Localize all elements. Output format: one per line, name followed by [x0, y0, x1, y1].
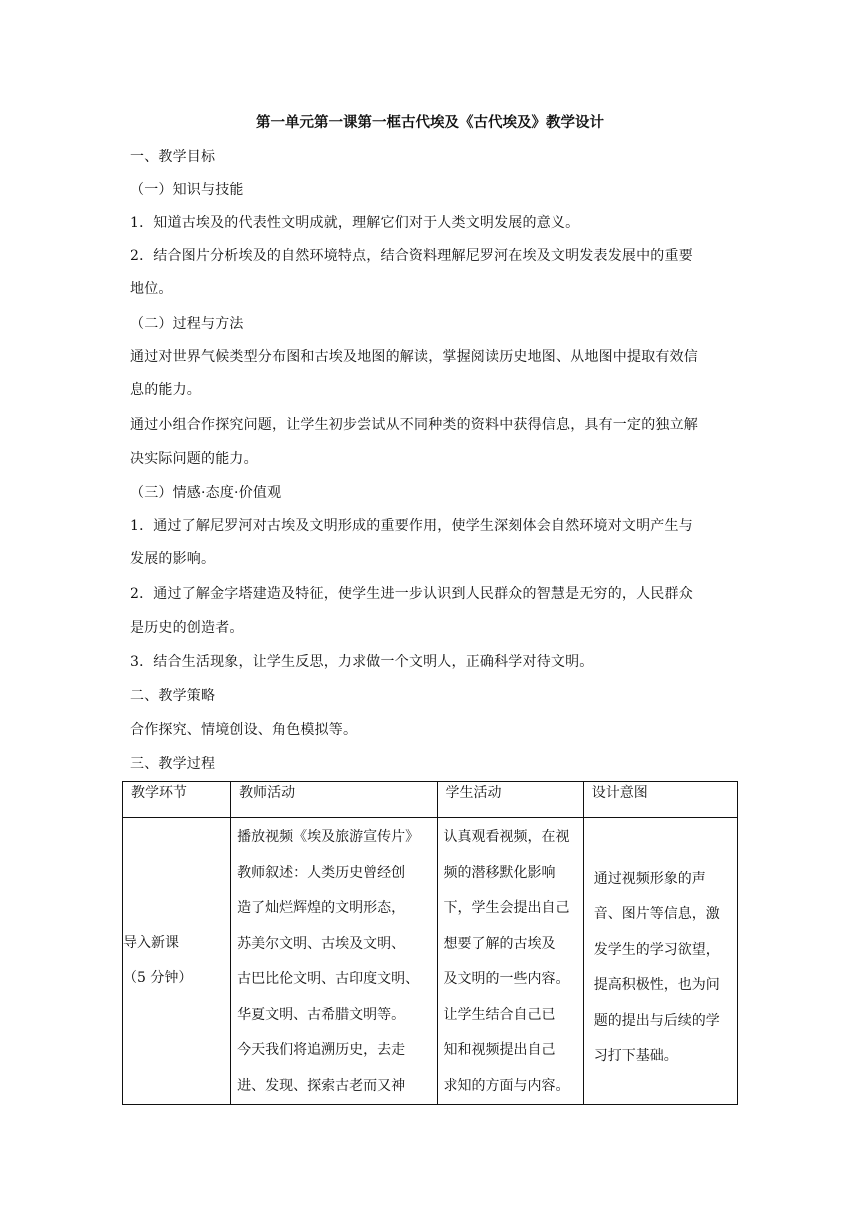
cell-line: 及文明的一些内容。	[443, 971, 570, 987]
paragraph-line: 是历史的创造者。	[130, 620, 244, 636]
cell-line: 播放视频《埃及旅游宣传片》	[237, 829, 420, 845]
paragraph-line: 2．通过了解金字塔建造及特征，使学生进一步认识到人民群众的智慧是无穷的，人民群众	[130, 586, 693, 602]
paragraph-line: 发展的影响。	[130, 551, 216, 567]
cell-line: 提高积极性，也为问	[593, 977, 720, 993]
section-heading-objectives: 一、教学目标	[130, 149, 216, 165]
section-heading-strategy: 二、教学策略	[130, 688, 216, 704]
cell-line: 想要了解的古埃及	[443, 935, 556, 952]
teacher-activity-cell	[231, 818, 437, 1105]
paragraph-line: 决实际问题的能力。	[130, 451, 258, 467]
table-header-row	[123, 782, 738, 818]
design-intent-cell	[583, 818, 737, 1105]
paragraph-line: 1．通过了解尼罗河对古埃及文明形成的重要作用，使学生深刻体会自然环境对文明产生与	[130, 518, 693, 534]
paragraph-line: 息的能力。	[130, 382, 201, 398]
cell-line: 音、图片等信息，激	[593, 906, 720, 922]
paragraph-line: 1．知道古埃及的代表性文明成就，理解它们对于人类文明发展的意义。	[130, 215, 580, 231]
cell-line: 造了灿烂辉煌的文明形态，	[237, 900, 406, 916]
paragraph-line: 通过小组合作探究问题，让学生初步尝试从不同种类的资料中获得信息，具有一定的独立解	[130, 417, 698, 433]
document-title: 第一单元第一课第一框古代埃及《古代埃及》教学设计	[256, 114, 604, 131]
cell-line: 发学生的学习欲望，	[593, 941, 720, 958]
cell-line: 习打下基础。	[593, 1048, 678, 1064]
cell-line: 让学生结合自己已	[443, 1006, 556, 1023]
header-cell: 学生活动	[437, 782, 583, 818]
header-cell: 设计意图	[583, 782, 737, 818]
stage-label: 导入新课	[123, 935, 179, 951]
paragraph-line: 2．结合图片分析埃及的自然环境特点，结合资料理解尼罗河在埃及文明发表发展中的重要	[130, 248, 693, 264]
stage-duration: （5 分钟）	[123, 970, 193, 986]
cell-line: 下，学生会提出自己	[443, 900, 570, 916]
cell-line: 题的提出与后续的学	[593, 1012, 720, 1029]
subsection-process-methods: （二）过程与方法	[130, 316, 244, 332]
cell-line: 进、发现、探索古老而又神	[237, 1077, 406, 1094]
cell-line: 频的潜移默化影响	[443, 864, 556, 881]
cell-line: 求知的方面与内容。	[443, 1077, 570, 1094]
cell-line: 苏美尔文明、古埃及文明、	[237, 935, 406, 952]
student-activity-cell	[437, 818, 583, 1105]
subsection-emotion-values: （三）情感·态度·价值观	[130, 485, 282, 501]
cell-line: 教师叙述：人类历史曾经创	[237, 864, 406, 881]
subsection-knowledge-skills: （一）知识与技能	[130, 182, 244, 198]
cell-line: 古巴比伦文明、古印度文明、	[237, 971, 420, 987]
table-row	[123, 818, 738, 1105]
cell-line: 今天我们将追溯历史，去走	[237, 1042, 406, 1058]
cell-line: 认真观看视频，在视	[443, 829, 570, 845]
header-cell: 教师活动	[231, 782, 437, 818]
cell-line: 知和视频提出自己	[443, 1042, 556, 1058]
teaching-process-table	[122, 781, 738, 1105]
stage-cell	[123, 818, 231, 1105]
cell-line: 通过视频形象的声	[593, 870, 706, 887]
section-heading-process: 三、教学过程	[130, 756, 216, 772]
header-cell: 教学环节	[123, 782, 231, 818]
paragraph-line: 地位。	[130, 281, 173, 297]
paragraph-line: 合作探究、情境创设、角色模拟等。	[130, 722, 358, 738]
cell-line: 华夏文明、古希腊文明等。	[237, 1006, 406, 1023]
paragraph-line: 3．结合生活现象，让学生反思，力求做一个文明人，正确科学对待文明。	[130, 654, 594, 670]
paragraph-line: 通过对世界气候类型分布图和古埃及地图的解读，掌握阅读历史地图、从地图中提取有效信	[130, 349, 698, 365]
